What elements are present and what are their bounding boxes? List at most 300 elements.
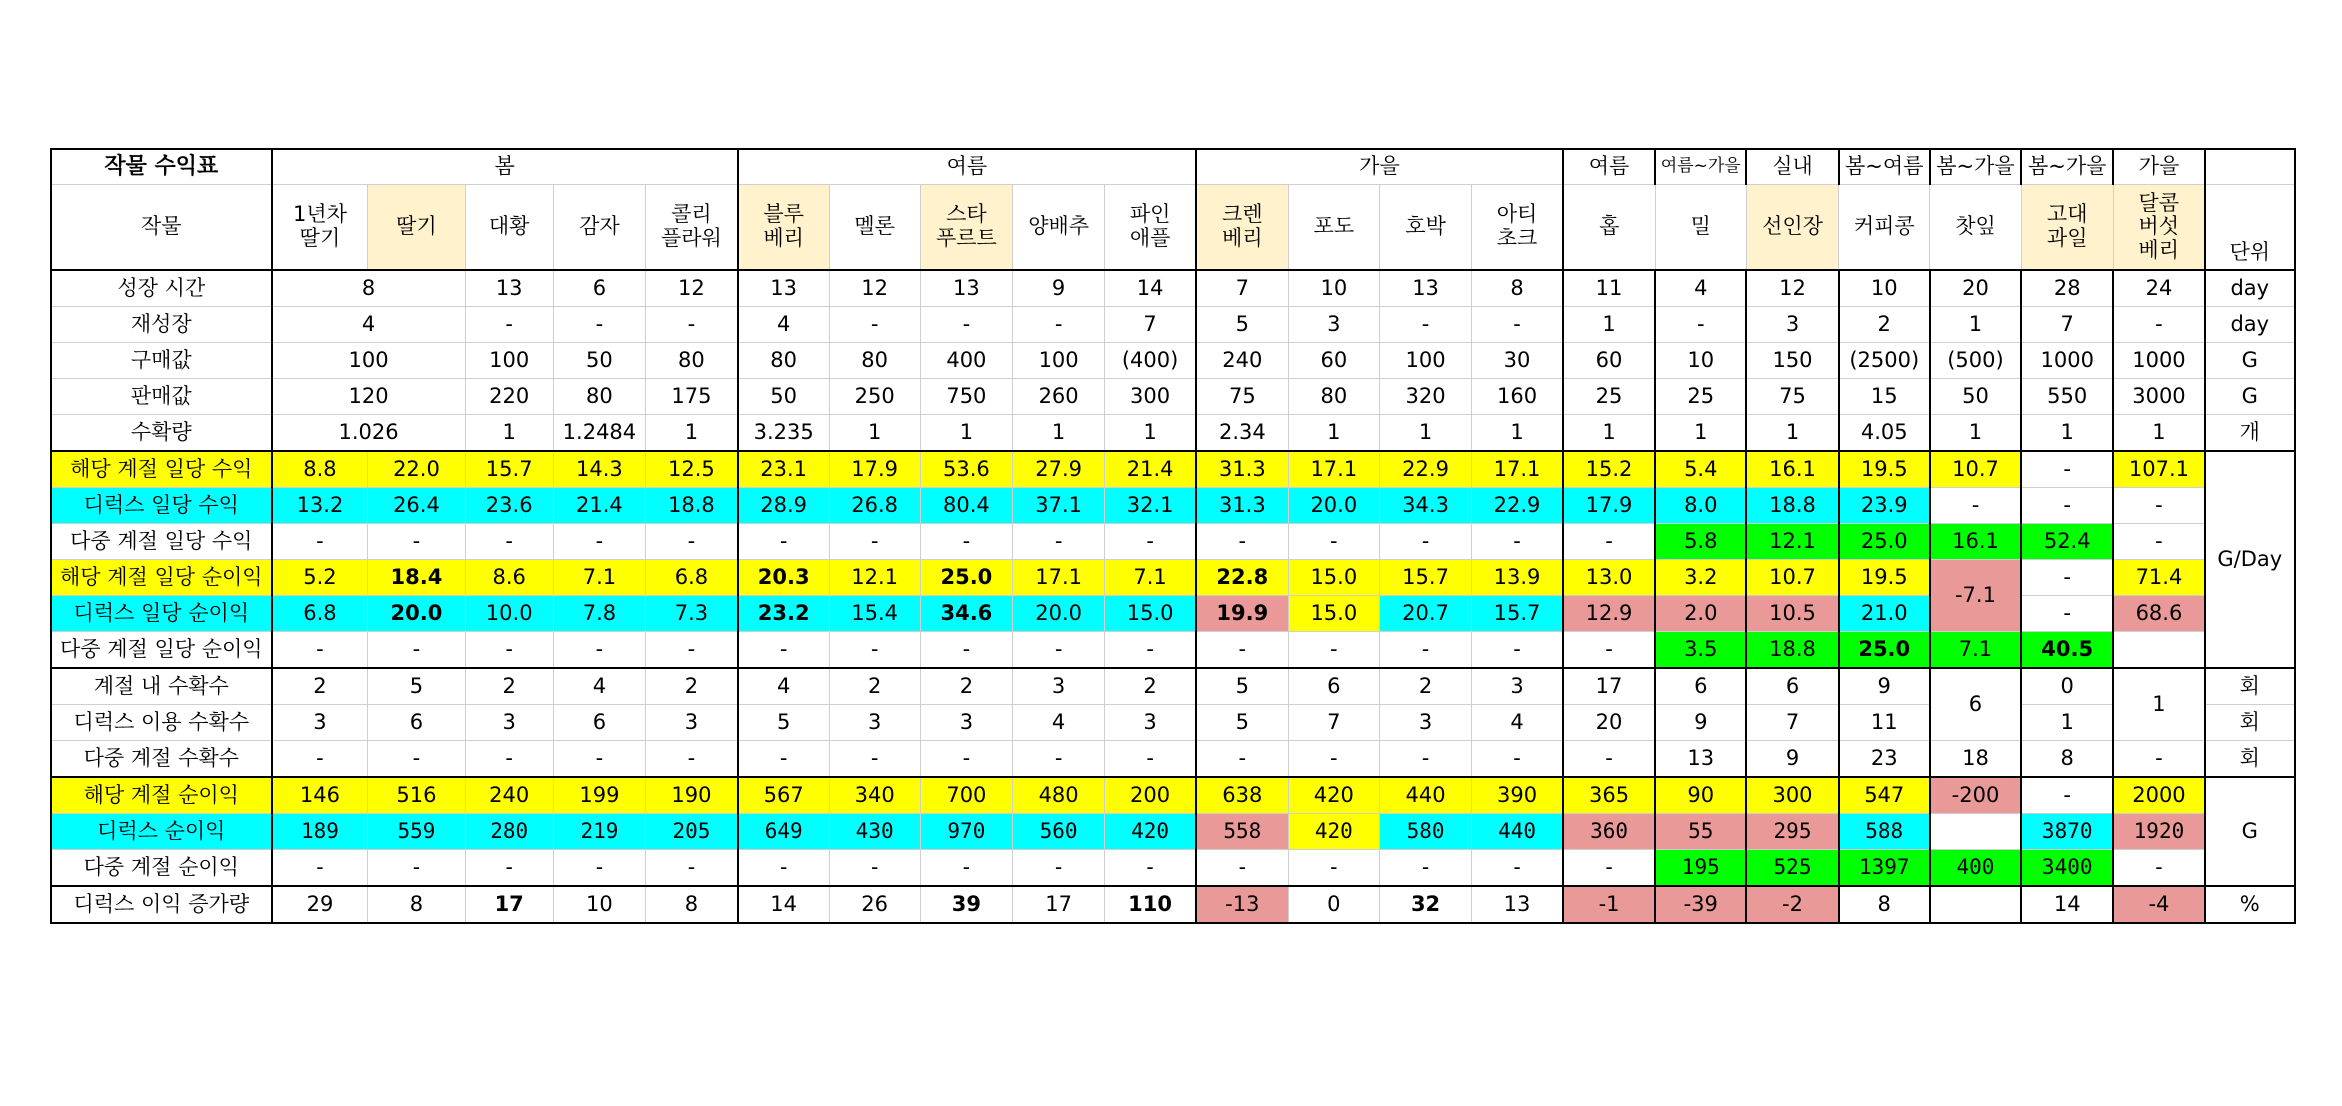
crop-c16: 밀 [1655, 185, 1746, 271]
label-harv: 계절 내 수확수 [51, 668, 272, 705]
cell-ms-profit-c1: - [272, 850, 368, 887]
cell-ms-profit-c7: - [829, 850, 920, 887]
cell-sd-income-c9: 27.9 [1013, 451, 1105, 488]
cell-dx-profit-c9: 560 [1013, 814, 1105, 850]
cell-ms-income-c7: - [829, 524, 920, 560]
cell-sell-c17: 75 [1746, 379, 1838, 415]
cell-ms-profit-c17: 525 [1746, 850, 1838, 887]
crop-c21: 달콤 버섯 베리 [2113, 185, 2204, 271]
cell-dx-net-c14: 15.7 [1472, 596, 1563, 632]
cell-increase-c9: 17 [1013, 886, 1105, 923]
cell-sell-c11: 75 [1196, 379, 1288, 415]
cell-dx-net-c8: 34.6 [920, 596, 1012, 632]
cell-dx-harv-c14: 4 [1472, 705, 1563, 741]
cell-dx-profit-c10: 420 [1105, 814, 1196, 850]
cell-dx-net-c10: 15.0 [1105, 596, 1196, 632]
cell-regrow-c14: - [1472, 307, 1563, 343]
cell-harv-c4: 4 [553, 668, 645, 705]
cell-yield-c7: 1 [829, 415, 920, 452]
cell-dx-net-c2: 20.0 [368, 596, 465, 632]
cell-dx-net-c13: 20.7 [1379, 596, 1471, 632]
crop-c2: 딸기 [368, 185, 465, 271]
cell-sd-income-c5: 12.5 [646, 451, 738, 488]
cell-dx-harv-c17: 7 [1746, 705, 1838, 741]
cell-s-profit-c11: 638 [1196, 777, 1288, 814]
cell-harv-c21: 1 [2113, 668, 2204, 741]
cell-sell-c14: 160 [1472, 379, 1563, 415]
row-yield [51, 415, 2295, 452]
crop-row [51, 185, 2295, 271]
cell-yield-c5: 1 [646, 415, 738, 452]
crop-c5: 콜리 플라워 [646, 185, 738, 271]
cell-grow-c11: 7 [1196, 270, 1288, 307]
cell-s-profit-c2: 516 [368, 777, 465, 814]
unit-gday-sd-income: G/Day [2205, 451, 2295, 668]
cell-ms-income-c12: - [1288, 524, 1379, 560]
cell-dx-harv-c7: 3 [829, 705, 920, 741]
cell-sell-c20: 550 [2021, 379, 2113, 415]
crop-c15: 홉 [1563, 185, 1655, 271]
row-ms-harv [51, 741, 2295, 778]
cell-dx-net-c9: 20.0 [1013, 596, 1105, 632]
cell-ms-profit-c21: - [2113, 850, 2204, 887]
cell-regrow-c19: 1 [1930, 307, 2021, 343]
cell-harv-c14: 3 [1472, 668, 1563, 705]
cell-dx-income-c5: 18.8 [646, 488, 738, 524]
cell-yield-c4: 1.2484 [553, 415, 645, 452]
cell-dx-income-c15: 17.9 [1563, 488, 1655, 524]
cell-sell-c5: 175 [646, 379, 738, 415]
cell-ms-profit-c14: - [1472, 850, 1563, 887]
cell-sd-net-c10: 7.1 [1105, 560, 1196, 596]
row-regrow [51, 307, 2295, 343]
cell-sd-income-c13: 22.9 [1379, 451, 1471, 488]
label-grow: 성장 시간 [51, 270, 272, 307]
cell-dx-profit-c15: 360 [1563, 814, 1655, 850]
cell-ms-net-c1: - [272, 632, 368, 669]
cell-ms-net-c14: - [1472, 632, 1563, 669]
label-ms-income: 다중 계절 일당 수익 [51, 524, 272, 560]
cell-harv-c19: 6 [1930, 668, 2021, 741]
cell-dx-harv-c20: 1 [2021, 705, 2113, 741]
cell-sd-net-c9: 17.1 [1013, 560, 1105, 596]
crop-c17: 선인장 [1746, 185, 1838, 271]
cell-regrow-c7: - [829, 307, 920, 343]
cell-buy-c5: 80 [646, 343, 738, 379]
cell-ms-harv-c15: - [1563, 741, 1655, 778]
cell-ms-profit-c20: 3400 [2021, 850, 2113, 887]
cell-dx-profit-c3: 280 [465, 814, 553, 850]
cell-harv-c13: 2 [1379, 668, 1471, 705]
cell-buy-c8: 400 [920, 343, 1012, 379]
cell-sd-income-c17: 16.1 [1746, 451, 1838, 488]
cell-dx-income-c17: 18.8 [1746, 488, 1838, 524]
cell-increase-c5: 8 [646, 886, 738, 923]
cell-ms-net-c13: - [1379, 632, 1471, 669]
cell-dx-income-c7: 26.8 [829, 488, 920, 524]
cell-dx-profit-c13: 580 [1379, 814, 1471, 850]
cell-sd-net-c6: 20.3 [738, 560, 829, 596]
cell-ms-income-c21: - [2113, 524, 2204, 560]
cell-buy-c1: 100 [272, 343, 466, 379]
cell-regrow-c9: - [1013, 307, 1105, 343]
cell-ms-harv-c6: - [738, 741, 829, 778]
cell-sd-net-c16: 3.2 [1655, 560, 1746, 596]
cell-dx-harv-c18: 11 [1839, 705, 1930, 741]
unit-times-ms-harv: 회 [2205, 741, 2295, 778]
cell-sd-income-c1: 8.8 [272, 451, 368, 488]
cell-dx-income-c2: 26.4 [368, 488, 465, 524]
cell-ms-income-c13: - [1379, 524, 1471, 560]
crop-c1: 1년차 딸기 [272, 185, 368, 271]
cell-s-profit-c13: 440 [1379, 777, 1471, 814]
cell-increase-c11: -13 [1196, 886, 1288, 923]
cell-ms-income-c20: 52.4 [2021, 524, 2113, 560]
cell-dx-profit-c14: 440 [1472, 814, 1563, 850]
cell-ms-net-c10: - [1105, 632, 1196, 669]
label-ms-net: 다중 계절 일당 순이익 [51, 632, 272, 669]
label-dx-harv: 디럭스 이용 수확수 [51, 705, 272, 741]
cell-increase-c4: 10 [553, 886, 645, 923]
cell-ms-income-c18: 25.0 [1839, 524, 1930, 560]
cell-yield-c9: 1 [1013, 415, 1105, 452]
cell-ms-net-c21 [2113, 632, 2204, 669]
cell-dx-net-c12: 15.0 [1288, 596, 1379, 632]
crop-c7: 멜론 [829, 185, 920, 271]
cell-buy-c17: 150 [1746, 343, 1838, 379]
cell-sd-income-c6: 23.1 [738, 451, 829, 488]
cell-s-profit-c12: 420 [1288, 777, 1379, 814]
cell-sd-net-c14: 13.9 [1472, 560, 1563, 596]
cell-dx-harv-c4: 6 [553, 705, 645, 741]
cell-sd-net-c21: 71.4 [2113, 560, 2204, 596]
cell-dx-net-c15: 12.9 [1563, 596, 1655, 632]
crop-c13: 호박 [1379, 185, 1471, 271]
cell-dx-profit-c7: 430 [829, 814, 920, 850]
cell-sd-net-c12: 15.0 [1288, 560, 1379, 596]
cell-regrow-c3: - [465, 307, 553, 343]
cell-yield-c12: 1 [1288, 415, 1379, 452]
cell-ms-income-c16: 5.8 [1655, 524, 1746, 560]
cell-sell-c18: 15 [1839, 379, 1930, 415]
cell-sd-income-c4: 14.3 [553, 451, 645, 488]
season-tea: 봄~가을 [1930, 149, 2021, 185]
cell-grow-c18: 10 [1839, 270, 1930, 307]
unit-times-harv: 회 [2205, 668, 2295, 705]
crop-c14: 아티 초크 [1472, 185, 1563, 271]
cell-ms-net-c3: - [465, 632, 553, 669]
cell-ms-net-c18: 25.0 [1839, 632, 1930, 669]
unit-g-s-profit: G [2205, 777, 2295, 886]
cell-regrow-c1: 4 [272, 307, 466, 343]
crop-c9: 양배추 [1013, 185, 1105, 271]
cell-sd-income-c14: 17.1 [1472, 451, 1563, 488]
crop-c10: 파인 애플 [1105, 185, 1196, 271]
cell-sd-net-c17: 10.7 [1746, 560, 1838, 596]
cell-dx-income-c11: 31.3 [1196, 488, 1288, 524]
row-dx-income [51, 488, 2295, 524]
crop-c19: 찻잎 [1930, 185, 2021, 271]
unit-header: 단위 [2205, 185, 2295, 271]
cell-ms-profit-c13: - [1379, 850, 1471, 887]
cell-dx-income-c14: 22.9 [1472, 488, 1563, 524]
cell-sell-c8: 750 [920, 379, 1012, 415]
cell-dx-net-c17: 10.5 [1746, 596, 1838, 632]
cell-increase-c6: 14 [738, 886, 829, 923]
unit-day-grow: day [2205, 270, 2295, 307]
cell-sd-income-c20: - [2021, 451, 2113, 488]
cell-s-profit-c5: 190 [646, 777, 738, 814]
label-buy: 구매값 [51, 343, 272, 379]
cell-dx-net-c18: 21.0 [1839, 596, 1930, 632]
cell-ms-profit-c19: 400 [1930, 850, 2021, 887]
row-dx-profit [51, 814, 2295, 850]
cell-increase-c7: 26 [829, 886, 920, 923]
cell-sd-net-c13: 15.7 [1379, 560, 1471, 596]
cell-sd-income-c21: 107.1 [2113, 451, 2204, 488]
cell-sell-c16: 25 [1655, 379, 1746, 415]
cell-ms-harv-c16: 13 [1655, 741, 1746, 778]
row-sd-net [51, 560, 2295, 596]
cell-s-profit-c8: 700 [920, 777, 1012, 814]
table-title: 작물 수익표 [51, 149, 272, 185]
cell-ms-net-c6: - [738, 632, 829, 669]
crop-c4: 감자 [553, 185, 645, 271]
unit-day-regrow: day [2205, 307, 2295, 343]
cell-sd-net-c1: 5.2 [272, 560, 368, 596]
cell-sd-net-c20: - [2021, 560, 2113, 596]
cell-ms-net-c4: - [553, 632, 645, 669]
cell-s-profit-c4: 199 [553, 777, 645, 814]
cell-ms-harv-c5: - [646, 741, 738, 778]
row-buy [51, 343, 2295, 379]
cell-dx-income-c13: 34.3 [1379, 488, 1471, 524]
cell-ms-income-c17: 12.1 [1746, 524, 1838, 560]
cell-s-profit-c19: -200 [1930, 777, 2021, 814]
cell-yield-c1: 1.026 [272, 415, 466, 452]
cell-dx-profit-c16: 55 [1655, 814, 1746, 850]
cell-ms-harv-c12: - [1288, 741, 1379, 778]
cell-grow-c9: 9 [1013, 270, 1105, 307]
cell-sell-c13: 320 [1379, 379, 1471, 415]
label-s-profit: 해당 계절 순이익 [51, 777, 272, 814]
cell-dx-profit-c17: 295 [1746, 814, 1838, 850]
cell-dx-profit-c6: 649 [738, 814, 829, 850]
cell-sd-income-c11: 31.3 [1196, 451, 1288, 488]
cell-sd-net-c2: 18.4 [368, 560, 465, 596]
cell-dx-net-c7: 15.4 [829, 596, 920, 632]
cell-ms-harv-c18: 23 [1839, 741, 1930, 778]
cell-dx-harv-c9: 4 [1013, 705, 1105, 741]
cell-sd-income-c8: 53.6 [920, 451, 1012, 488]
cell-harv-c9: 3 [1013, 668, 1105, 705]
cell-dx-net-c1: 6.8 [272, 596, 368, 632]
row-s-profit [51, 777, 2295, 814]
cell-ms-net-c17: 18.8 [1746, 632, 1838, 669]
cell-increase-c17: -2 [1746, 886, 1838, 923]
cell-dx-harv-c15: 20 [1563, 705, 1655, 741]
row-grow [51, 270, 2295, 307]
cell-ms-profit-c12: - [1288, 850, 1379, 887]
cell-increase-c16: -39 [1655, 886, 1746, 923]
cell-buy-c9: 100 [1013, 343, 1105, 379]
cell-sell-c9: 260 [1013, 379, 1105, 415]
cell-ms-net-c20: 40.5 [2021, 632, 2113, 669]
cell-sell-c1: 120 [272, 379, 466, 415]
cell-increase-c2: 8 [368, 886, 465, 923]
cell-increase-c10: 110 [1105, 886, 1196, 923]
cell-sd-income-c19: 10.7 [1930, 451, 2021, 488]
cell-sd-net-c3: 8.6 [465, 560, 553, 596]
cell-dx-income-c9: 37.1 [1013, 488, 1105, 524]
row-increase [51, 886, 2295, 923]
cell-ms-profit-c16: 195 [1655, 850, 1746, 887]
cell-ms-net-c12: - [1288, 632, 1379, 669]
cell-sd-net-c11: 22.8 [1196, 560, 1288, 596]
cell-ms-harv-c3: - [465, 741, 553, 778]
row-ms-profit [51, 850, 2295, 887]
crop-c18: 커피콩 [1839, 185, 1930, 271]
cell-dx-harv-c12: 7 [1288, 705, 1379, 741]
cell-buy-c20: 1000 [2021, 343, 2113, 379]
cell-dx-net-c4: 7.8 [553, 596, 645, 632]
cell-yield-c10: 1 [1105, 415, 1196, 452]
cell-harv-c17: 6 [1746, 668, 1838, 705]
cell-increase-c15: -1 [1563, 886, 1655, 923]
cell-yield-c21: 1 [2113, 415, 2204, 452]
cell-ms-income-c5: - [646, 524, 738, 560]
cell-dx-harv-c10: 3 [1105, 705, 1196, 741]
season-fall: 가을 [1196, 149, 1563, 185]
cell-dx-profit-c1: 189 [272, 814, 368, 850]
cell-dx-income-c6: 28.9 [738, 488, 829, 524]
cell-ms-net-c5: - [646, 632, 738, 669]
cell-ms-income-c14: - [1472, 524, 1563, 560]
cell-ms-harv-c17: 9 [1746, 741, 1838, 778]
cell-dx-income-c4: 21.4 [553, 488, 645, 524]
cell-sell-c15: 25 [1563, 379, 1655, 415]
cell-dx-profit-c2: 559 [368, 814, 465, 850]
cell-ms-income-c9: - [1013, 524, 1105, 560]
cell-ms-profit-c6: - [738, 850, 829, 887]
cell-ms-net-c19: 7.1 [1930, 632, 2021, 669]
crop-c20: 고대 과일 [2021, 185, 2113, 271]
cell-ms-net-c11: - [1196, 632, 1288, 669]
cell-ms-profit-c10: - [1105, 850, 1196, 887]
cell-grow-c21: 24 [2113, 270, 2204, 307]
cell-buy-c11: 240 [1196, 343, 1288, 379]
cell-dx-profit-c11: 558 [1196, 814, 1288, 850]
cell-harv-c18: 9 [1839, 668, 1930, 705]
cell-ms-harv-c19: 18 [1930, 741, 2021, 778]
unit-g-sell: G [2205, 379, 2295, 415]
cell-ms-harv-c20: 8 [2021, 741, 2113, 778]
cell-ms-income-c19: 16.1 [1930, 524, 2021, 560]
cell-dx-harv-c16: 9 [1655, 705, 1746, 741]
cell-s-profit-c17: 300 [1746, 777, 1838, 814]
cell-dx-income-c21: - [2113, 488, 2204, 524]
cell-ms-net-c9: - [1013, 632, 1105, 669]
cell-dx-net-c6: 23.2 [738, 596, 829, 632]
season-unit-blank [2205, 149, 2295, 185]
cell-ms-harv-c21: - [2113, 741, 2204, 778]
cell-yield-c16: 1 [1655, 415, 1746, 452]
cell-increase-c14: 13 [1472, 886, 1563, 923]
cell-regrow-c5: - [646, 307, 738, 343]
cell-ms-harv-c4: - [553, 741, 645, 778]
cell-sd-net-c15: 13.0 [1563, 560, 1655, 596]
row-sd-income [51, 451, 2295, 488]
cell-dx-income-c10: 32.1 [1105, 488, 1196, 524]
cell-increase-c13: 32 [1379, 886, 1471, 923]
cell-buy-c7: 80 [829, 343, 920, 379]
cell-yield-c3: 1 [465, 415, 553, 452]
cell-grow-c10: 14 [1105, 270, 1196, 307]
cell-regrow-c12: 3 [1288, 307, 1379, 343]
cell-dx-harv-c1: 3 [272, 705, 368, 741]
cell-dx-income-c16: 8.0 [1655, 488, 1746, 524]
cell-harv-c8: 2 [920, 668, 1012, 705]
cell-grow-c16: 4 [1655, 270, 1746, 307]
cell-harv-c3: 2 [465, 668, 553, 705]
cell-ms-net-c16: 3.5 [1655, 632, 1746, 669]
cell-s-profit-c6: 567 [738, 777, 829, 814]
cell-dx-income-c20: - [2021, 488, 2113, 524]
cell-dx-harv-c5: 3 [646, 705, 738, 741]
cell-ms-profit-c11: - [1196, 850, 1288, 887]
cell-ms-harv-c9: - [1013, 741, 1105, 778]
cell-harv-c2: 5 [368, 668, 465, 705]
cell-harv-c5: 2 [646, 668, 738, 705]
cell-increase-c12: 0 [1288, 886, 1379, 923]
cell-sell-c19: 50 [1930, 379, 2021, 415]
cell-dx-income-c1: 13.2 [272, 488, 368, 524]
cell-ms-net-c8: - [920, 632, 1012, 669]
cell-buy-c18: (2500) [1839, 343, 1930, 379]
cell-grow-c8: 13 [920, 270, 1012, 307]
unit-count-yield: 개 [2205, 415, 2295, 452]
crop-profit-table [50, 148, 2296, 924]
cell-s-profit-c20: - [2021, 777, 2113, 814]
label-ms-harv: 다중 계절 수확수 [51, 741, 272, 778]
cell-yield-c11: 2.34 [1196, 415, 1288, 452]
cell-ms-income-c6: - [738, 524, 829, 560]
cell-ms-income-c2: - [368, 524, 465, 560]
cell-sd-net-c4: 7.1 [553, 560, 645, 596]
cell-sd-income-c15: 15.2 [1563, 451, 1655, 488]
cell-sd-net-c19: -7.1 [1930, 560, 2021, 632]
cell-regrow-c21: - [2113, 307, 2204, 343]
cell-regrow-c16: - [1655, 307, 1746, 343]
cell-grow-c7: 12 [829, 270, 920, 307]
label-regrow: 재성장 [51, 307, 272, 343]
season-spring: 봄 [272, 149, 738, 185]
cell-yield-c18: 4.05 [1839, 415, 1930, 452]
cell-grow-c13: 13 [1379, 270, 1471, 307]
unit-percent-increase: % [2205, 886, 2295, 923]
season-row [51, 149, 2295, 185]
cell-ms-income-c11: - [1196, 524, 1288, 560]
cell-sd-income-c16: 5.4 [1655, 451, 1746, 488]
cell-ms-income-c10: - [1105, 524, 1196, 560]
cell-sd-net-c5: 6.8 [646, 560, 738, 596]
cell-ms-harv-c10: - [1105, 741, 1196, 778]
cell-dx-net-c21: 68.6 [2113, 596, 2204, 632]
cell-dx-profit-c18: 588 [1839, 814, 1930, 850]
cell-regrow-c17: 3 [1746, 307, 1838, 343]
season-coffee: 봄~여름 [1839, 149, 1930, 185]
cell-ms-harv-c14: - [1472, 741, 1563, 778]
